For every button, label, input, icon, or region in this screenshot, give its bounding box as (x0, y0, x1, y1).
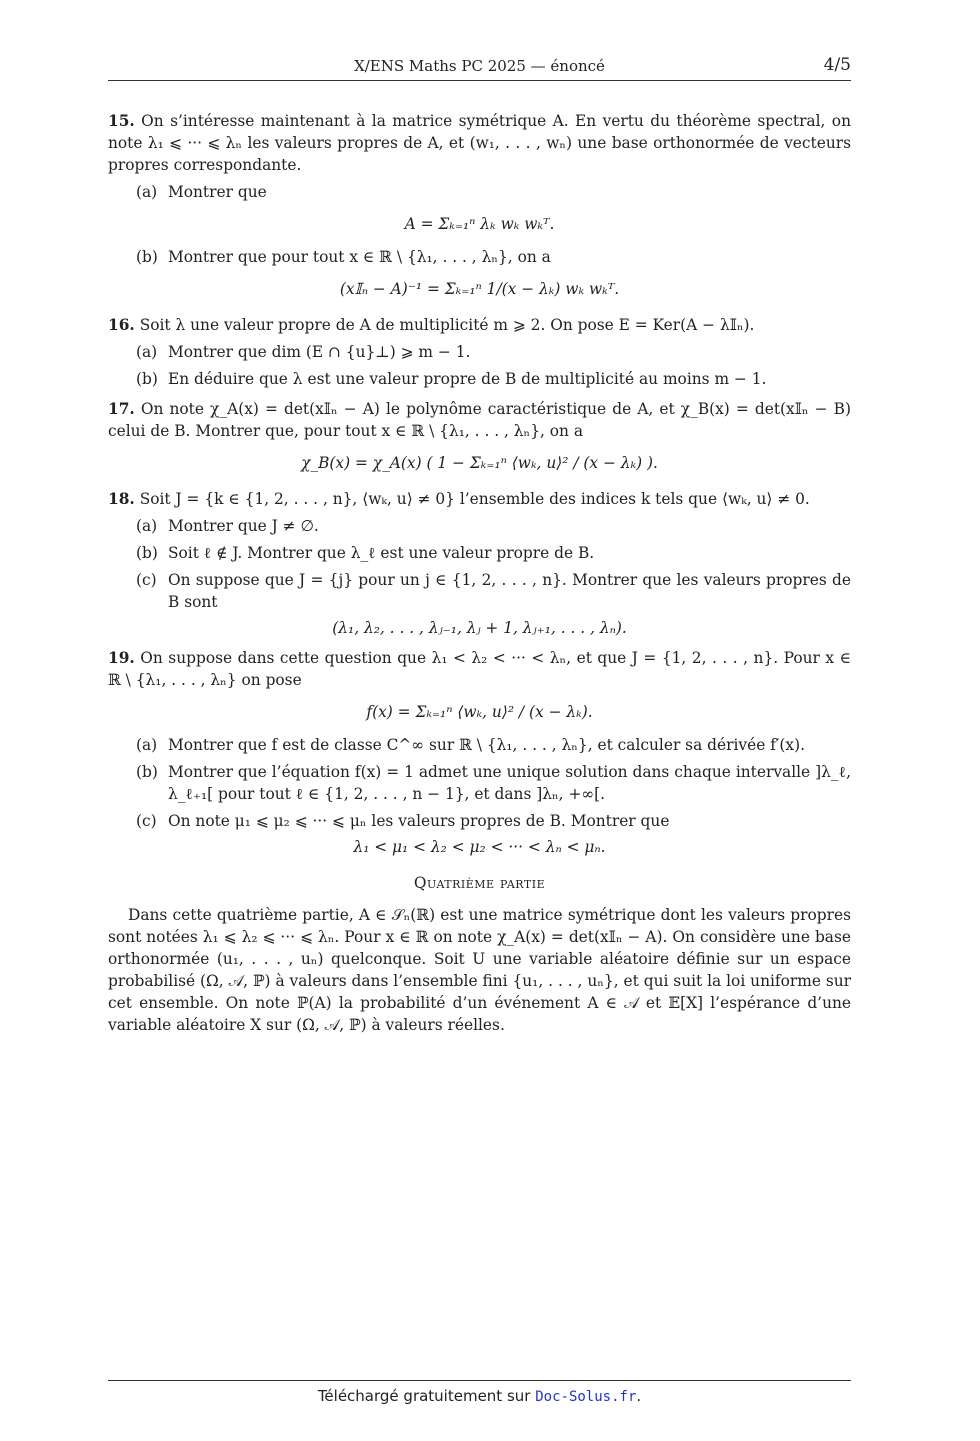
equation-18c: (λ₁, λ₂, . . . , λⱼ₋₁, λⱼ + 1, λⱼ₊₁, . . . , λₙ). (332, 619, 627, 637)
question-text: On suppose dans cette question que λ₁ < λ₂ < ··· < λₙ, et que J = {1, 2, . . . , n}. Pour x ∈ ℝ \ {λ₁, . . . , λₙ} on pose (108, 649, 851, 689)
subquestion-18b: (b) Soit ℓ ∉ J. Montrer que λ_ℓ est une valeur propre de B. (136, 544, 595, 562)
question-16 (108, 314, 851, 336)
section-title: Quatrième partie (413, 874, 546, 892)
question-text: On note χ_A(x) = det(x𝕀ₙ − A) le polynôme caractéristique de A, et χ_B(x) = det(x𝕀ₙ − B) celui de B. Montrer que, pour tout x ∈ ℝ \ {λ₁, . . . , λₙ}, on a (108, 400, 851, 440)
question-19 (108, 647, 851, 691)
question-17 (108, 398, 851, 442)
document-body (108, 110, 851, 1036)
question-18 (108, 488, 851, 510)
footer-text: Téléchargé gratuitement sur Doc-Solus.fr. (317, 1387, 642, 1405)
subquestion-16a: (a) Montrer que dim (E ∩ {u}⊥) ⩾ m − 1. (136, 343, 471, 361)
question-text: Soit λ une valeur propre de A de multiplicité m ⩾ 2. On pose E = Ker(A − λ𝕀ₙ). (139, 316, 755, 334)
question-text: Soit J = {k ∈ {1, 2, . . . , n}, ⟨wₖ, u⟩ ≠ 0} l’ensemble des indices k tels que ⟨wₖ, u⟩ ≠ 0. (139, 490, 810, 508)
running-header (108, 54, 851, 81)
equation-15a: A = Σₖ₌₁ⁿ λₖ wₖ wₖᵀ. (404, 215, 555, 233)
question-number: 18. (108, 490, 135, 508)
page-number: 4/5 (823, 55, 851, 75)
equation-15b: (x𝕀ₙ − A)⁻¹ = Σₖ₌₁ⁿ 1/(x − λₖ) wₖ wₖᵀ. (339, 280, 620, 298)
question-number: 15. (108, 112, 135, 130)
subquestion-19a: (a) Montrer que f est de classe C^∞ sur ℝ \ {λ₁, . . . , λₙ}, et calculer sa dérivée f′(x). (136, 736, 805, 754)
subquestion-15b: (b) Montrer que pour tout x ∈ ℝ \ {λ₁, . . . , λₙ}, on a (136, 248, 551, 266)
equation-19: f(x) = Σₖ₌₁ⁿ ⟨wₖ, u⟩² / (x − λₖ). (366, 703, 593, 721)
subquestion-18c: (c) On suppose que J = {j} pour un j ∈ {1, 2, . . . , n}. Montrer que les valeurs propres de B sont (136, 571, 851, 611)
page-footer (108, 1380, 851, 1405)
question-text: On s’intéresse maintenant à la matrice symétrique A. En vertu du théorème spectral, on note λ₁ ⩽ ··· ⩽ λₙ les valeurs propres de A, et (w₁, . . . , wₙ) une base orthonormée de vecteurs propres correspondante. (108, 112, 851, 174)
equation-19c: λ₁ < μ₁ < λ₂ < μ₂ < ··· < λₙ < μₙ. (353, 838, 606, 856)
subquestion-16b: (b) En déduire que λ est une valeur propre de B de multiplicité au moins m − 1. (136, 370, 767, 388)
question-15 (108, 110, 851, 176)
equation-17: χ_B(x) = χ_A(x) ( 1 − Σₖ₌₁ⁿ ⟨wₖ, u⟩² / (x − λₖ) ). (301, 454, 658, 472)
subquestion-18a: (a) Montrer que J ≠ ∅. (136, 517, 319, 535)
header-title: X/ENS Maths PC 2025 — énoncé (354, 57, 605, 75)
subquestion-19b: (b) Montrer que l’équation f(x) = 1 admet une unique solution dans chaque intervalle ]λ_ℓ, λ_ℓ₊₁[ pour tout ℓ ∈ {1, 2, . . . , n − 1}, et dans ]λₙ, +∞[. (136, 763, 851, 803)
question-number: 16. (108, 316, 135, 334)
question-number: 19. (108, 649, 135, 667)
question-number: 17. (108, 400, 135, 418)
doc-solus-link[interactable]: Doc-Solus.fr (535, 1389, 637, 1405)
section-paragraph: Dans cette quatrième partie, A ∈ 𝒮ₙ(ℝ) est une matrice symétrique dont les valeurs propres sont notées λ₁ ⩽ λ₂ ⩽ ··· ⩽ λₙ. Pour x ∈ ℝ on note χ_A(x) = det(x𝕀ₙ − A). On considère une base orthonormée (u₁, . . . , uₙ) quelconque. Soit U une variable aléatoire définie sur un espace probabilisé (Ω, 𝒜, ℙ) à valeurs dans l’ensemble fini {u₁, . . . , uₙ}, et qui suit la loi uniforme sur cet ensemble. On note ℙ(A) la probabilité d’un événement A ∈ 𝒜 et 𝔼[X] l’espérance d’une variable aléatoire X sur (Ω, 𝒜, ℙ) à valeurs réelles. (108, 906, 851, 1034)
subquestion-15a: (a) Montrer que (136, 183, 267, 201)
subquestion-19c: (c) On note μ₁ ⩽ μ₂ ⩽ ··· ⩽ μₙ les valeurs propres de B. Montrer que (136, 812, 670, 830)
document-page (108, 0, 851, 1441)
